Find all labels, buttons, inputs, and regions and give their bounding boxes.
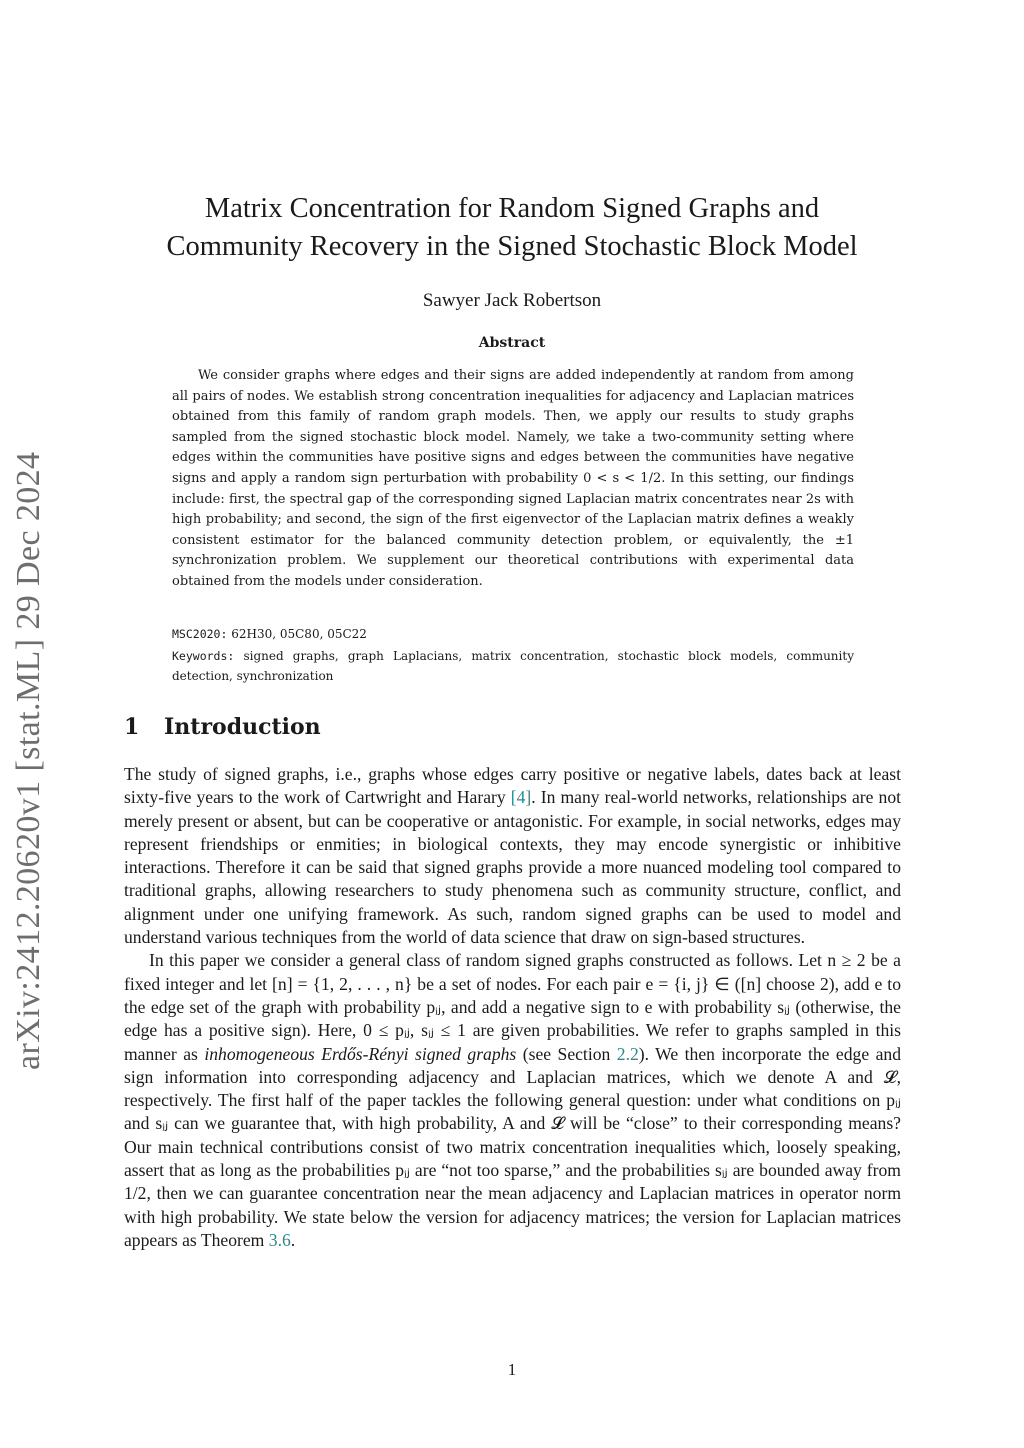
- title-line-2: Community Recovery in the Signed Stochastic Block Model: [166, 231, 858, 262]
- keywords: [172, 646, 854, 686]
- para2-text-a: In this paper we consider a general class of random signed graphs constructed as follows. Let n ≥ 2 be a fixed integer and let [n] = {1, 2, . . . , n} be a set of nodes. For each pair e = {i, j} ∈ ([n] choose 2), add e to the edge set of the graph with probability pᵢⱼ, and add a negative sign to e with probability sᵢⱼ (otherwise, the edge has a positive sign). Here, 0 ≤ pᵢⱼ, sᵢⱼ ≤ 1 are given probabilities. We refer to graphs sampled in this manner as: [124, 950, 901, 1064]
- introduction-body: [124, 763, 901, 1252]
- citation-link-4[interactable]: [4]: [510, 787, 532, 808]
- paragraph-1: [124, 763, 901, 949]
- theorem-ref-link[interactable]: 3.6: [268, 1229, 291, 1250]
- paper-title: [140, 190, 884, 266]
- page-number: 1: [507, 1360, 517, 1379]
- msc-label: MSC2020:: [172, 627, 228, 641]
- para2-text-c: ). We then incorporate the edge and sign information into corresponding adjacency and Laplacian matrices, which we denote A and 𝓛, respectively. The first half of the paper tackles the following general question: under what conditions on pᵢⱼ and sᵢⱼ can we guarantee that, with high probability, A and 𝓛 will be “close” to their corresponding means? Our main technical contributions consist of two matrix concentration inequalities which, loosely speaking, assert that as long as the probabilities pᵢⱼ are “not too sparse,” and the probabilities sᵢⱼ are bounded away from 1/2, then we can guarantee concentration near the mean adjacency and Laplacian matrices in operator norm with high probability. We state below the version for adjacency matrices; the version for Laplacian matrices appears as Theorem: [124, 1043, 902, 1250]
- section-heading-introduction: [124, 714, 321, 740]
- msc-value: 62H30, 05C80, 05C22: [231, 627, 367, 641]
- para1-text-a: The study of signed graphs, i.e., graphs whose edges carry positive or negative labels, dates back at least sixty-five years to the work of Cartwright and Harary: [124, 764, 901, 808]
- section-ref-link[interactable]: 2.2: [616, 1043, 639, 1064]
- section-number: 1: [124, 714, 140, 740]
- keywords-value: signed graphs, graph Laplacians, matrix concentration, stochastic block models, community detection, synchronization: [172, 649, 854, 683]
- para2-emphasis: inhomogeneous Erdős-Rényi signed graphs: [204, 1043, 517, 1064]
- para2-text-d: .: [290, 1229, 296, 1250]
- para1-text-b: . In many real-world networks, relationships are not merely present or absent, but can be cooperative or antagonistic. For example, in social networks, edges may represent friendships or enmities; in biological contexts, they may encode synergistic or inhibitive interactions. Therefore it can be said that signed graphs provide a more nuanced modeling tool compared to traditional graphs, allowing researchers to study phenomena such as community structure, conflict, and alignment under one unifying framework. As such, random signed graphs can be used to model and understand various techniques from the world of data science that draw on sign-based structures.: [124, 787, 902, 948]
- para2-text-b: (see Section: [516, 1043, 617, 1064]
- section-title: Introduction: [164, 714, 321, 740]
- paragraph-2: [124, 949, 901, 1252]
- arxiv-identifier-stamp: arXiv:2412.20620v1 [stat.ML] 29 Dec 2024: [10, 451, 47, 1070]
- keywords-label: Keywords:: [172, 649, 235, 663]
- author-name: Sawyer Jack Robertson: [422, 290, 602, 311]
- abstract-heading: Abstract: [478, 335, 546, 351]
- msc-classification: [172, 624, 854, 644]
- abstract-text: We consider graphs where edges and their signs are added independently at random from among all pairs of nodes. We establish strong concentration inequalities for adjacency and Laplacian matrices obtained from this family of random graph models. Then, we apply our results to study graphs sampled from the signed stochastic block model. Namely, we take a two-community setting where edges within the communities have positive signs and edges between the communities have negative signs and apply a random sign perturbation with probability 0 < s < 1/2. In this setting, our findings include: first, the spectral gap of the corresponding signed Laplacian matrix concentrates near 2s with high probability; and second, the sign of the first eigenvector of the Laplacian matrix defines a weakly consistent estimator for the balanced community detection problem, or equivalently, the ±1 synchronization problem. We supplement our theoretical contributions with experimental data obtained from the models under consideration.: [172, 368, 854, 589]
- title-line-1: Matrix Concentration for Random Signed Graphs and: [204, 193, 820, 224]
